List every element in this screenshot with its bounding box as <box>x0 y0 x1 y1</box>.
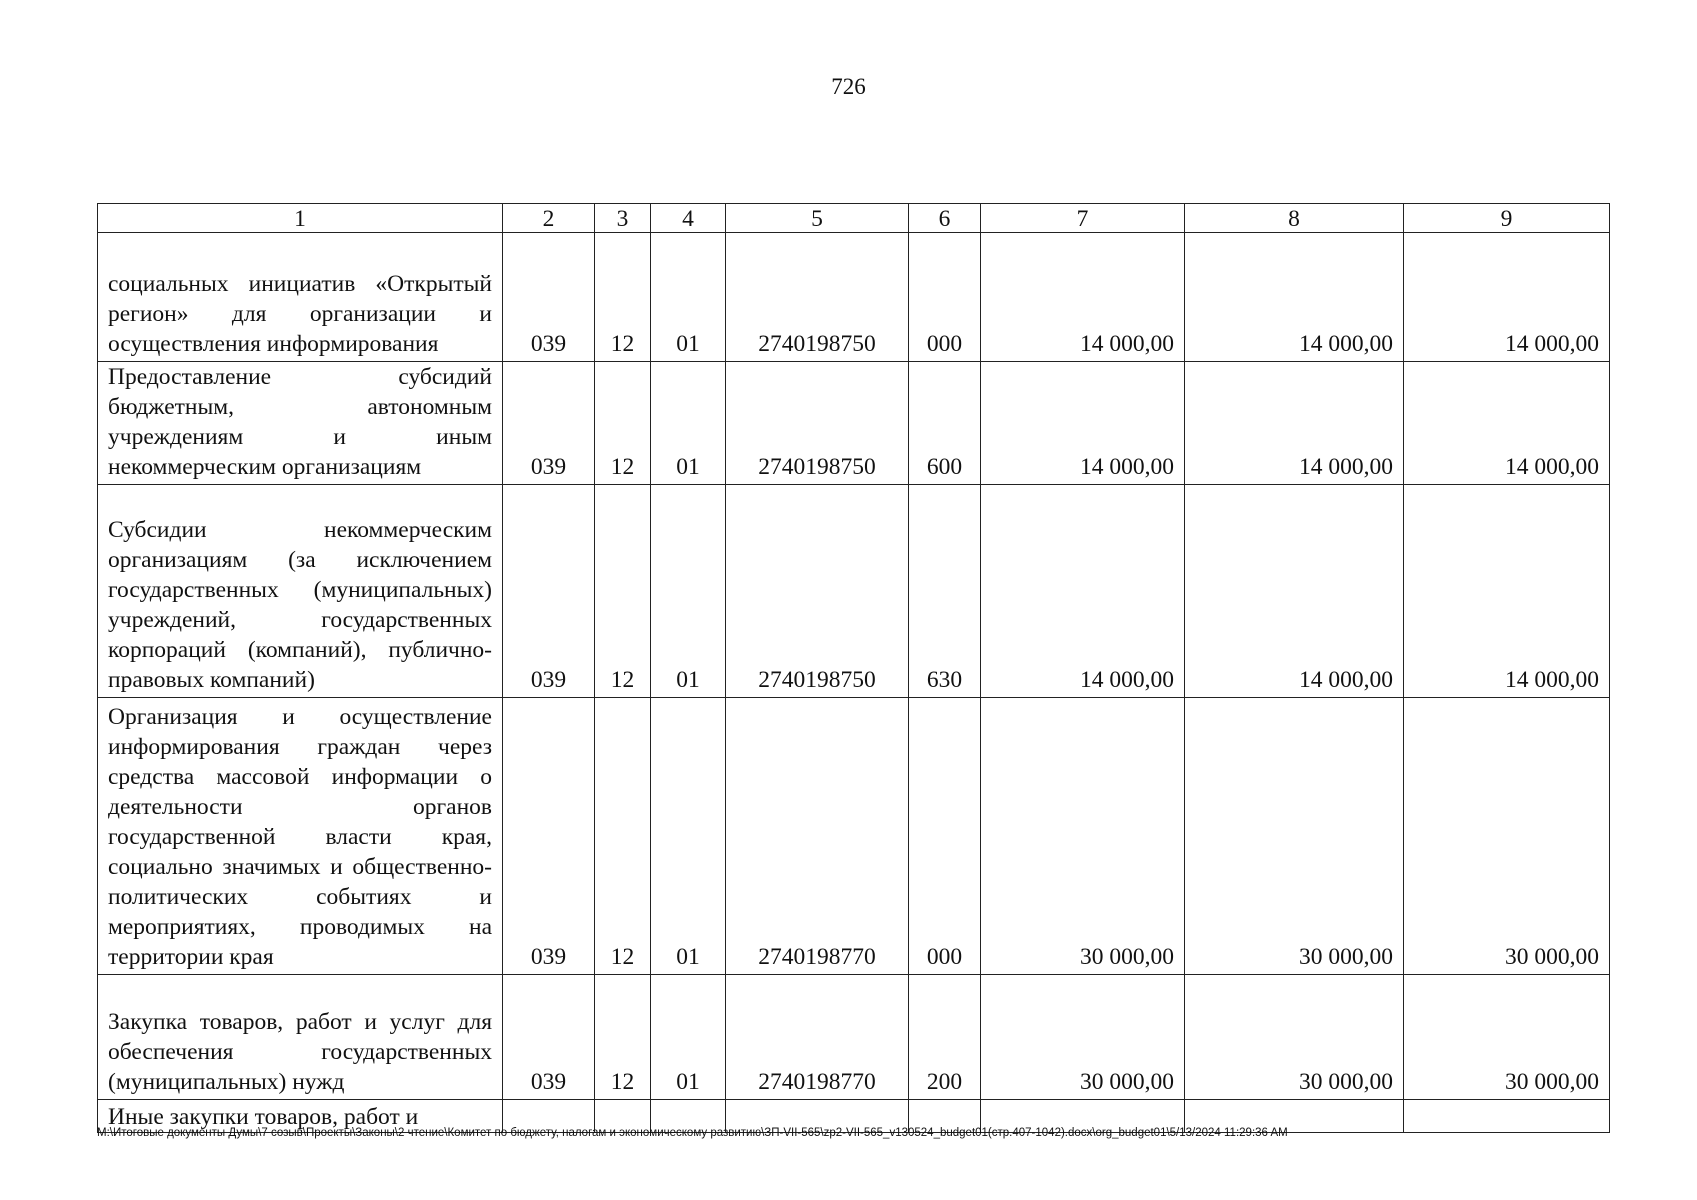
table-row <box>98 485 1610 698</box>
header-cell: 8 <box>1185 204 1404 233</box>
expense-type-code: 000 <box>909 233 981 362</box>
target-article-code: 2740198750 <box>726 485 909 698</box>
amount-col8: 14 000,00 <box>1185 233 1404 362</box>
row-description: Субсидии некоммерческим организациям (за исключением государственных (муниципальных) учреждений, государственных корпораций (компаний), публично-правовых компаний) <box>98 485 503 698</box>
table-row <box>98 698 1610 975</box>
section-code: 12 <box>595 233 651 362</box>
amount-col9: 14 000,00 <box>1404 362 1610 485</box>
amount-col8: 14 000,00 <box>1185 362 1404 485</box>
header-cell: 4 <box>651 204 726 233</box>
page-number: 726 <box>831 74 866 99</box>
ministry-code: 039 <box>503 233 595 362</box>
amount-col9: 30 000,00 <box>1404 975 1610 1100</box>
header-cell: 3 <box>595 204 651 233</box>
section-code: 12 <box>595 485 651 698</box>
target-article-code: 2740198770 <box>726 698 909 975</box>
table-row <box>98 975 1610 1100</box>
header-row <box>98 204 1610 233</box>
document-footer-path: M:\Итоговые документы Думы\7 созыв\Проекты\Законы\2 чтение\Комитет по бюджету, налогам и экономическому развитию\ЗП-VII-565\zp2-VII-565_v130524_budget01(стр.407-1042).docx\org_budget01\5/13/2024 11:29:36 AM <box>97 1127 1288 1139</box>
amount-col8: 30 000,00 <box>1185 698 1404 975</box>
subsection-code: 01 <box>651 975 726 1100</box>
target-article-code: 2740198750 <box>726 233 909 362</box>
expense-type-code: 000 <box>909 698 981 975</box>
subsection-code: 01 <box>651 485 726 698</box>
subsection-code: 01 <box>651 362 726 485</box>
row-description: Предоставление субсидий бюджетным, автономным учреждениям и иным некоммерческим организациям <box>98 362 503 485</box>
row-description: Закупка товаров, работ и услуг для обеспечения государственных (муниципальных) нужд <box>98 975 503 1100</box>
amount-col7: 30 000,00 <box>981 698 1185 975</box>
ministry-code: 039 <box>503 485 595 698</box>
amount-col7: 30 000,00 <box>981 975 1185 1100</box>
amount-col7: 14 000,00 <box>981 485 1185 698</box>
header-cell: 1 <box>98 204 503 233</box>
header-cell: 2 <box>503 204 595 233</box>
ministry-code: 039 <box>503 362 595 485</box>
table-row <box>98 233 1610 362</box>
budget-table <box>97 203 1610 1133</box>
row-description: Организация и осуществление информирования граждан через средства массовой информации о деятельности органов государственной власти края, социально значимых и общественно-политических событиях и мероприятиях, проводимых на территории края <box>98 698 503 975</box>
amount-col8: 30 000,00 <box>1185 975 1404 1100</box>
row-description: социальных инициатив «Открытый регион» для организации и осуществления информирования <box>98 233 503 362</box>
amount-col9: 30 000,00 <box>1404 698 1610 975</box>
amount-col9: 14 000,00 <box>1404 485 1610 698</box>
subsection-code: 01 <box>651 698 726 975</box>
ministry-code: 039 <box>503 698 595 975</box>
amount-col7: 14 000,00 <box>981 233 1185 362</box>
section-code: 12 <box>595 975 651 1100</box>
amount-col8: 14 000,00 <box>1185 485 1404 698</box>
amount-col9: 14 000,00 <box>1404 233 1610 362</box>
subsection-code: 01 <box>651 233 726 362</box>
amount-col7: 14 000,00 <box>981 362 1185 485</box>
row-description: Иные закупки товаров, работ и <box>98 1100 503 1133</box>
header-cell: 5 <box>726 204 909 233</box>
expense-type-code: 600 <box>909 362 981 485</box>
target-article-code: 2740198770 <box>726 975 909 1100</box>
header-cell: 6 <box>909 204 981 233</box>
header-cell: 9 <box>1404 204 1610 233</box>
header-cell: 7 <box>981 204 1185 233</box>
ministry-code: 039 <box>503 975 595 1100</box>
expense-type-code: 630 <box>909 485 981 698</box>
section-code: 12 <box>595 362 651 485</box>
target-article-code: 2740198750 <box>726 362 909 485</box>
table-row <box>98 362 1610 485</box>
section-code: 12 <box>595 698 651 975</box>
expense-type-code: 200 <box>909 975 981 1100</box>
